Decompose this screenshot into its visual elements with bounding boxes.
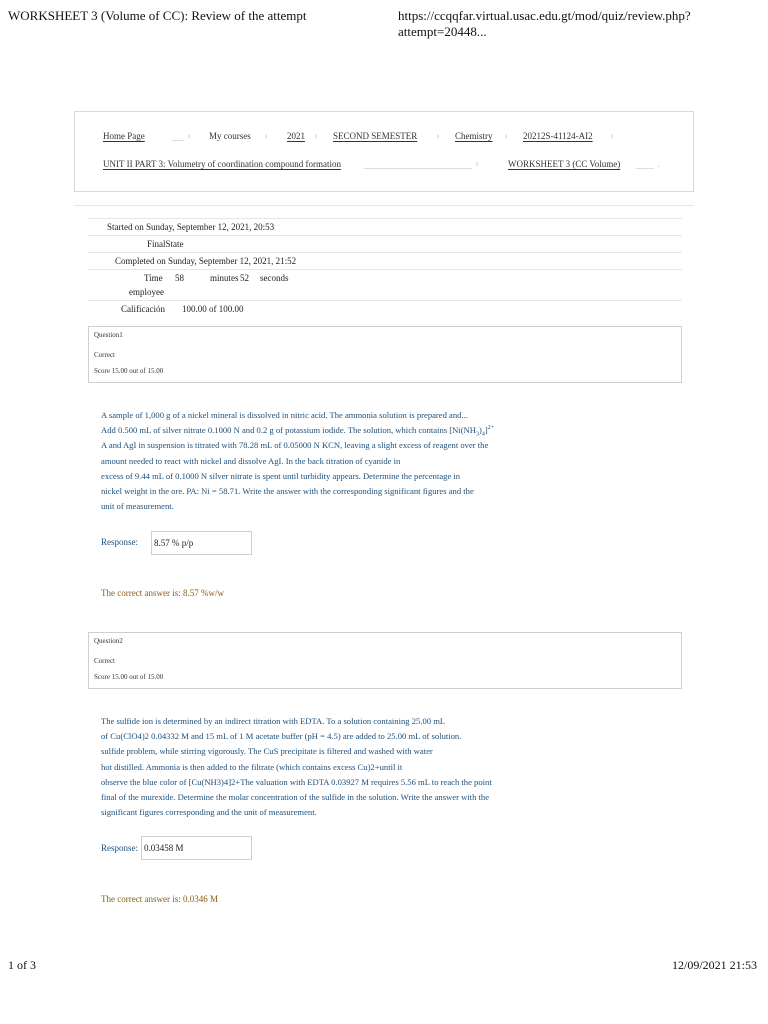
- breadcrumb-my-courses[interactable]: My courses: [209, 131, 251, 141]
- question-1-score: Score 15.00 out of 15.00: [94, 367, 164, 375]
- breadcrumb-separator: __________________ ›: [364, 156, 479, 170]
- breadcrumb-separator: ›: [314, 128, 318, 142]
- breadcrumb-separator: ›: [610, 128, 614, 142]
- question-2-line: of Cu(ClO4)2 0.04332 M and 15 mL of 1 M acetate buffer (pH = 4.5) are added to 25.00 mL of solution.: [101, 731, 462, 742]
- question-1-line: Add 0.500 mL of silver nitrate 0.1000 N and 0.2 g of potassium iodide. The solution, which contains $[Ni(NH_3)_4]^{2+}$: [101, 425, 495, 438]
- print-page-title: WORKSHEET 3 (Volume of CC): Review of the attempt: [8, 8, 307, 23]
- breadcrumb-chemistry[interactable]: Chemistry: [455, 131, 493, 141]
- question-2-response-label: Response:: [101, 843, 138, 853]
- question-1-line: excess of 9.44 mL of 0.1000 N silver nitrate is spent until turbidity appears. Determine the percentage in: [101, 470, 461, 481]
- summary-divider: [74, 205, 694, 206]
- breadcrumb-home[interactable]: Home Page: [103, 131, 145, 141]
- question-2-correct-answer: The correct answer is: 0.0346 M: [101, 894, 218, 904]
- grade-label: Calificación: [121, 304, 165, 314]
- breadcrumb-separator: ›: [504, 128, 508, 142]
- question-2-line: significant figures corresponding and the unit of measurement.: [101, 807, 317, 818]
- question-2-line: hot distilled. Ammonia is then added to the filtrate (which contains excess Cu)2+until it: [101, 761, 403, 772]
- breadcrumb-2021[interactable]: 2021: [287, 131, 305, 141]
- question-2-response-field[interactable]: 0.03458 M: [141, 836, 252, 860]
- question-2-title: Question2: [94, 637, 123, 645]
- breadcrumb-second-semester[interactable]: SECOND SEMESTER: [333, 131, 418, 141]
- summary-completed-row: [88, 252, 682, 269]
- time-label: Time: [144, 273, 163, 283]
- breadcrumb-unit[interactable]: UNIT II PART 3: Volumetry of coordination compound formation: [103, 159, 341, 169]
- question-1-line: unit of measurement.: [101, 501, 174, 512]
- completed-on: Completed on Sunday, September 12, 2021, 21:52: [115, 256, 297, 266]
- question-1-status: Correct: [94, 351, 115, 359]
- summary-grade-row: [88, 300, 682, 317]
- question-1-text: [101, 408, 571, 514]
- summary-state-row: [88, 235, 682, 252]
- question-2-score: Score 15.00 out of 15.00: [94, 673, 164, 681]
- breadcrumb-worksheet[interactable]: WORKSHEET 3 (CC Volume): [508, 159, 621, 169]
- question-2-line: final of the murexide. Determine the molar concentration of the sulfide in the solution. Write the answer with the: [101, 792, 490, 803]
- question-1-info: [88, 326, 682, 383]
- grade-value: 100.00 of 100.00: [182, 304, 244, 314]
- question-1-line: nickel weight in the ore. PA: Ni = 58.71. Write the answer with the corresponding significant figures and the: [101, 486, 474, 497]
- summary-time-row: [88, 269, 682, 300]
- time-seconds-unit: seconds: [260, 273, 289, 283]
- started-on: Started on Sunday, September 12, 2021, 20:53: [107, 222, 275, 232]
- print-page-url: https://ccqqfar.virtual.usac.edu.gt/mod/quiz/review.php?attempt=20448...: [398, 8, 691, 39]
- question-2-line: observe the blue color of [Cu(NH3)4]2+The valuation with EDTA 0.03927 M requires 5.56 mL to reach the point: [101, 776, 492, 787]
- question-1-response-field[interactable]: 8.57 % p/p: [151, 531, 252, 555]
- breadcrumb: [74, 111, 694, 192]
- question-2-status: Correct: [94, 657, 115, 665]
- time-minutes-unit: minutes: [210, 273, 239, 283]
- question-2-line: The sulfide ion is determined by an indirect titration with EDTA. To a solution containing 25.00 mL: [101, 716, 446, 726]
- question-1-title: Question1: [94, 331, 123, 339]
- time-minutes: 58: [175, 273, 184, 283]
- state-value: FinalState: [147, 239, 184, 249]
- breadcrumb-separator: ›: [436, 128, 440, 142]
- breadcrumb-separator: ›: [264, 128, 268, 142]
- attempt-summary: [88, 218, 682, 317]
- question-1-correct-answer: The correct answer is: 8.57 %w/w: [101, 588, 224, 598]
- question-1-line: A sample of 1,000 g of a nickel mineral is dissolved in nitric acid. The ammonia solution is prepared and...: [101, 410, 468, 420]
- print-datetime: 12/09/2021 21:53: [672, 958, 758, 972]
- time-seconds: 52: [240, 273, 249, 283]
- employee-label: employee: [129, 287, 164, 297]
- summary-started-row: [88, 218, 682, 235]
- print-page-number: 1 of 3: [8, 958, 36, 972]
- question-2-line: sulfide problem, while stirring vigorously. The CuS precipitate is filtered and washed with water: [101, 746, 433, 757]
- question-2-info: [88, 632, 682, 689]
- breadcrumb-separator: ___ .: [636, 156, 660, 170]
- question-2-text: [101, 714, 571, 820]
- question-1-line: amount needed to react with nickel and dissolve AgI. In the back titration of cyanide in: [101, 455, 401, 466]
- breadcrumb-separator: __ ›: [172, 128, 191, 142]
- question-1-line: A and AgI in suspension is titrated with 78.28 mL of 0.05000 N KCN, leaving a slight excess of reagent over the: [101, 440, 489, 451]
- question-1-response-label: Response:: [101, 537, 138, 547]
- breadcrumb-course-code[interactable]: 20212S-41124-AI2: [523, 131, 593, 141]
